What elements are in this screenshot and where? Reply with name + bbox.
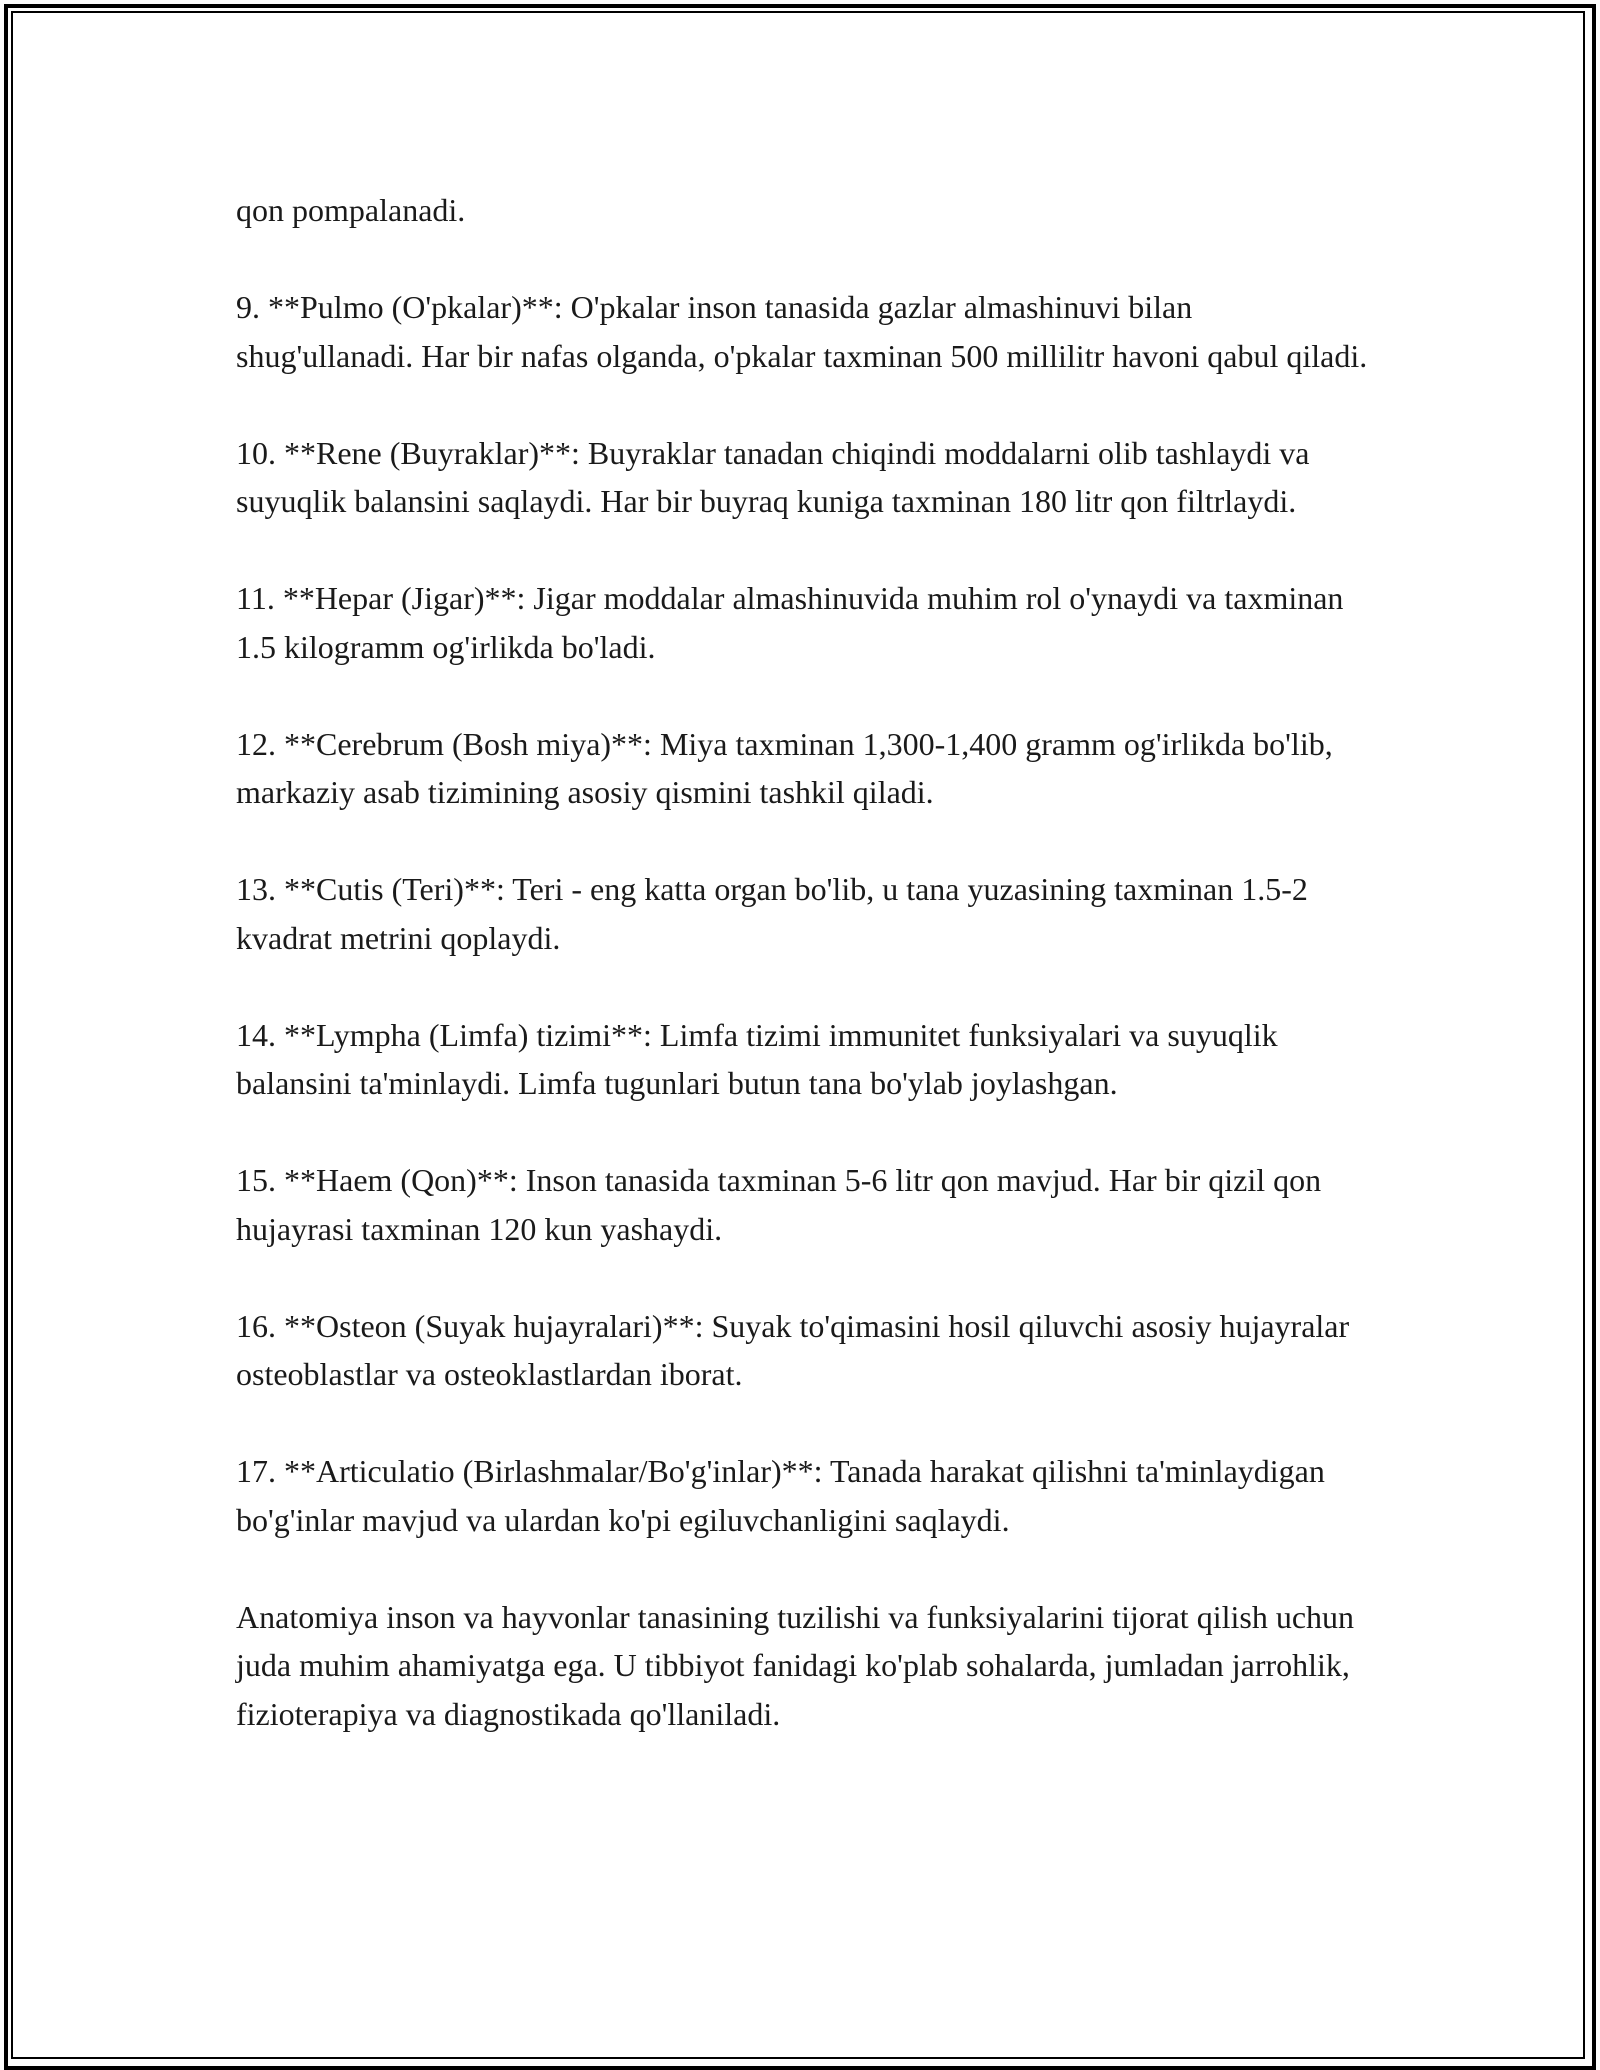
list-item-9-pulmo: 9. **Pulmo (O'pkalar)**: O'pkalar inson tanasida gazlar almashinuvi bilan shug'ullanadi. Har bir nafas olganda, o'pkalar taxminan 500 millilitr havoni qabul qiladi. — [236, 289, 1368, 374]
list-item-11-hepar: 11. **Hepar (Jigar)**: Jigar moddalar almashinuvida muhim rol o'ynaydi va taxminan 1.5 kilogramm og'irlikda bo'ladi. — [236, 580, 1344, 665]
paragraph-continuation: qon pompalanadi. — [236, 192, 466, 228]
list-item-15-haem: 15. **Haem (Qon)**: Inson tanasida taxminan 5-6 litr qon mavjud. Har bir qizil qon hujayrasi taxminan 120 kun yashaydi. — [236, 1162, 1322, 1247]
list-item-12-cerebrum: 12. **Cerebrum (Bosh miya)**: Miya taxminan 1,300-1,400 gramm og'irlikda bo'lib, markaziy asab tizimining asosiy qismini tashkil qiladi. — [236, 725, 1333, 810]
list-item-17-articulatio: 17. **Articulatio (Birlashmalar/Bo'g'inlar)**: Tanada harakat qilishni ta'minlaydigan bo'g'inlar mavjud va ulardan ko'pi egiluvchanligini saqlaydi. — [236, 1453, 1325, 1538]
list-item-16-osteon: 16. **Osteon (Suyak hujayralari)**: Suyak to'qimasini hosil qiluvchi asosiy hujayralar osteoblastlar va osteoklastlardan iborat. — [236, 1307, 1350, 1392]
list-item-13-cutis: 13. **Cutis (Teri)**: Teri - eng katta organ bo'lib, u tana yuzasining taxminan 1.5-2 kvadrat metrini qoplaydi. — [236, 871, 1308, 956]
conclusion-paragraph: Anatomiya inson va hayvonlar tanasining tuzilishi va funksiyalarini tijorat qilish uchun juda muhim ahamiyatga ega. U tibbiyot fanidagi ko'plab sohalarda, jumladan jarrohlik, fizioterapiya va diagnostikada qo'llaniladi. — [236, 1598, 1355, 1732]
document-body — [236, 186, 1376, 1787]
list-item-10-rene: 10. **Rene (Buyraklar)**: Buyraklar tanadan chiqindi moddalarni olib tashlaydi va suyuqlik balansini saqlaydi. Har bir buyraq kuniga taxminan 180 litr qon filtrlaydi. — [236, 434, 1310, 519]
list-item-14-lympha: 14. **Lympha (Limfa) tizimi**: Limfa tizimi immunitet funksiyalari va suyuqlik balansini ta'minlaydi. Limfa tugunlari butun tana bo'ylab joylashgan. — [236, 1016, 1278, 1101]
